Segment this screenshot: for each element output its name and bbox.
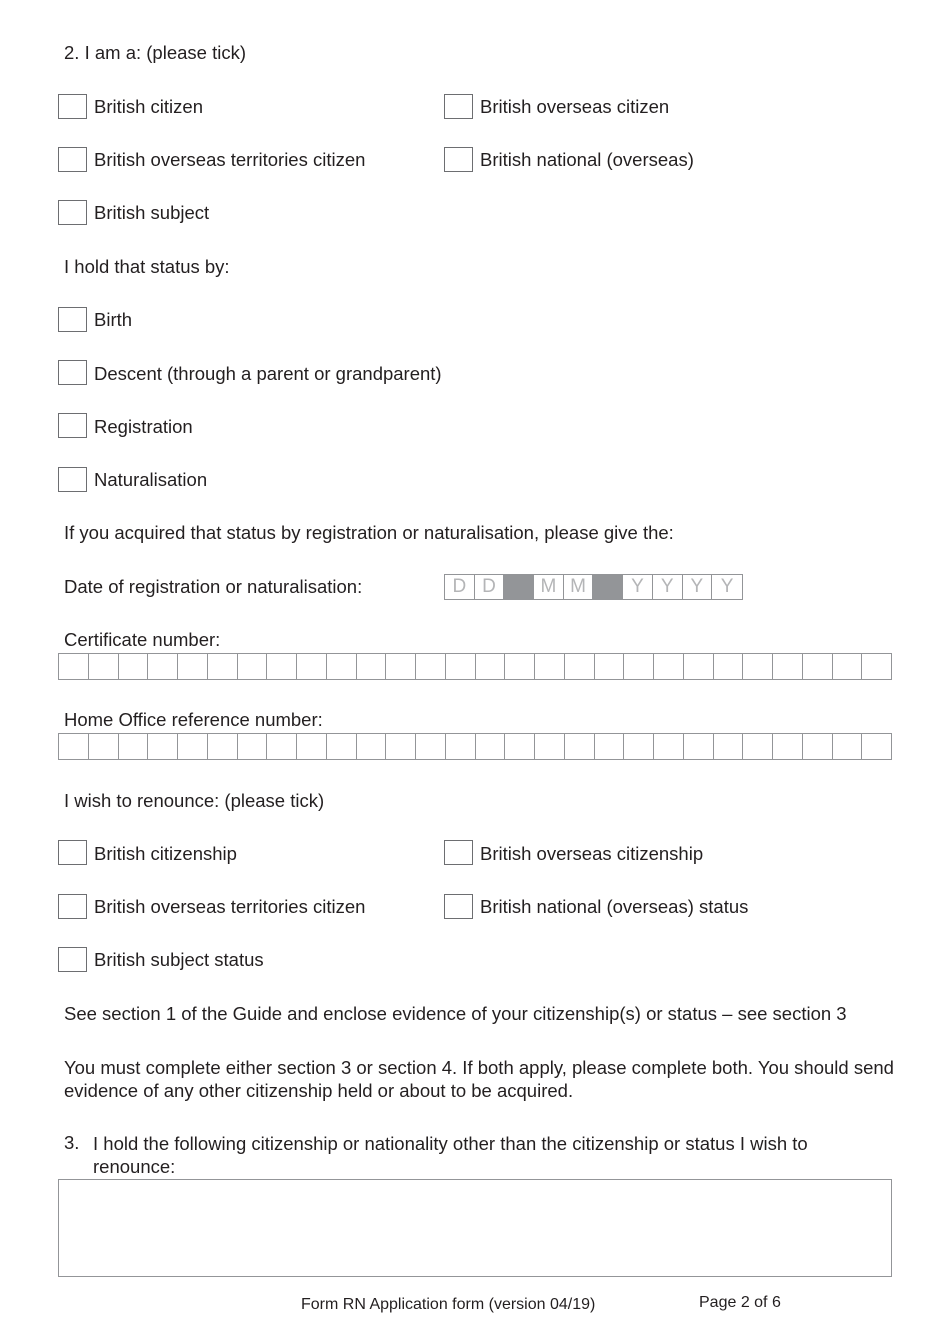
character-cell[interactable] [505,654,535,679]
character-cell[interactable] [357,734,387,759]
date-year-2[interactable]: Y [653,575,683,599]
character-cell[interactable] [267,654,297,679]
date-separator [504,575,534,599]
character-cell[interactable] [416,734,446,759]
character-cell[interactable] [238,654,268,679]
character-cell[interactable] [654,734,684,759]
character-cell[interactable] [505,734,535,759]
character-cell[interactable] [595,734,625,759]
character-cell[interactable] [624,734,654,759]
checkbox-renounce-british-subject-status[interactable] [58,947,87,972]
checkbox-british-national-overseas[interactable] [444,147,473,172]
character-cell[interactable] [862,734,891,759]
character-cell[interactable] [833,654,863,679]
character-cell[interactable] [565,654,595,679]
see-section-note: See section 1 of the Guide and enclose evidence of your citizenship(s) or status – see section 3 [64,1003,847,1024]
label-british-national-overseas: British national (overseas) [480,149,694,170]
footer-form-name: Form RN Application form (version 04/19) [301,1296,596,1313]
status-by-heading: I hold that status by: [64,256,230,277]
character-cell[interactable] [446,654,476,679]
label-british-overseas-citizen: British overseas citizen [480,96,670,117]
character-cell[interactable] [148,654,178,679]
character-cell[interactable] [386,654,416,679]
character-cell[interactable] [535,734,565,759]
character-cell[interactable] [59,734,89,759]
date-month-2[interactable]: M [564,575,594,599]
date-input[interactable] [444,574,743,600]
q3-text: I hold the following citizenship or nationality other than the citizenship or status I wish to renounce: [93,1133,808,1177]
label-renounce-british-subject-status: British subject status [94,949,264,970]
character-cell[interactable] [714,654,744,679]
label-british-citizen: British citizen [94,96,203,117]
label-registration: Registration [94,416,193,437]
certificate-label: Certificate number: [64,629,221,650]
character-cell[interactable] [119,654,149,679]
character-cell[interactable] [684,734,714,759]
label-british-subject: British subject [94,202,210,223]
character-cell[interactable] [59,654,89,679]
character-cell[interactable] [476,734,506,759]
checkbox-renounce-bno-status[interactable] [444,894,473,919]
character-cell[interactable] [535,654,565,679]
label-renounce-british-citizenship: British citizenship [94,843,237,864]
character-cell[interactable] [327,654,357,679]
home-office-label: Home Office reference number: [64,709,323,730]
footer-page-number: Page 2 of 6 [699,1294,781,1311]
character-cell[interactable] [476,654,506,679]
character-cell[interactable] [178,654,208,679]
character-cell[interactable] [178,734,208,759]
character-cell[interactable] [297,734,327,759]
checkbox-renounce-bot-citizen[interactable] [58,894,87,919]
date-day-1[interactable]: D [445,575,475,599]
character-cell[interactable] [148,734,178,759]
must-complete-note: You must complete either section 3 or section 4. If both apply, please complete both. You should send evidence of any other citizenship held or about to be acquired. [64,1057,894,1101]
character-cell[interactable] [684,654,714,679]
date-label: Date of registration or naturalisation: [64,576,363,597]
character-cell[interactable] [267,734,297,759]
character-cell[interactable] [773,654,803,679]
date-year-4[interactable]: Y [720,576,734,597]
checkbox-descent[interactable] [58,360,87,385]
label-renounce-british-overseas-citizenship: British overseas citizenship [480,843,704,864]
character-cell[interactable] [416,654,446,679]
character-cell[interactable] [446,734,476,759]
character-cell[interactable] [803,654,833,679]
character-cell[interactable] [89,654,119,679]
character-cell[interactable] [624,654,654,679]
character-cell[interactable] [773,734,803,759]
renounce-heading: I wish to renounce: (please tick) [64,790,325,811]
character-cell[interactable] [327,734,357,759]
character-cell[interactable] [208,734,238,759]
date-year-1[interactable]: Y [623,575,653,599]
certificate-number-input[interactable] [58,653,892,680]
checkbox-renounce-british-citizenship[interactable] [58,840,87,865]
label-birth: Birth [94,309,133,330]
character-cell[interactable] [654,654,684,679]
date-separator [593,575,623,599]
checkbox-birth[interactable] [58,307,87,332]
character-cell[interactable] [743,654,773,679]
date-year-3[interactable]: Y [683,575,713,599]
checkbox-british-overseas-citizen[interactable] [444,94,473,119]
character-cell[interactable] [357,654,387,679]
character-cell[interactable] [119,734,149,759]
q2-heading: 2. I am a: (please tick) [64,42,246,63]
label-renounce-bno-status: British national (overseas) status [480,896,749,917]
label-naturalisation: Naturalisation [94,469,208,490]
character-cell[interactable] [238,734,268,759]
q3-number: 3. [64,1132,80,1153]
checkbox-renounce-british-overseas-citizenship[interactable] [444,840,473,865]
home-office-reference-input[interactable] [58,733,892,760]
acquired-intro: If you acquired that status by registration or naturalisation, please give the: [64,522,674,543]
character-cell[interactable] [833,734,863,759]
other-citizenship-textarea[interactable] [58,1179,892,1277]
character-cell[interactable] [862,654,891,679]
date-day-2[interactable]: D [475,575,505,599]
checkbox-british-overseas-territories-citizen[interactable] [58,147,87,172]
checkbox-registration[interactable] [58,413,87,438]
checkbox-british-subject[interactable] [58,200,87,225]
character-cell[interactable] [386,734,416,759]
label-british-overseas-territories-citizen: British overseas territories citizen [94,149,366,170]
character-cell[interactable] [743,734,773,759]
date-month-1[interactable]: M [534,575,564,599]
label-renounce-bot-citizen: British overseas territories citizen [94,896,366,917]
character-cell[interactable] [595,654,625,679]
checkbox-british-citizen[interactable] [58,94,87,119]
character-cell[interactable] [565,734,595,759]
character-cell[interactable] [208,654,238,679]
character-cell[interactable] [89,734,119,759]
character-cell[interactable] [803,734,833,759]
label-descent: Descent (through a parent or grandparent) [94,363,442,384]
character-cell[interactable] [714,734,744,759]
character-cell[interactable] [297,654,327,679]
checkbox-naturalisation[interactable] [58,467,87,492]
